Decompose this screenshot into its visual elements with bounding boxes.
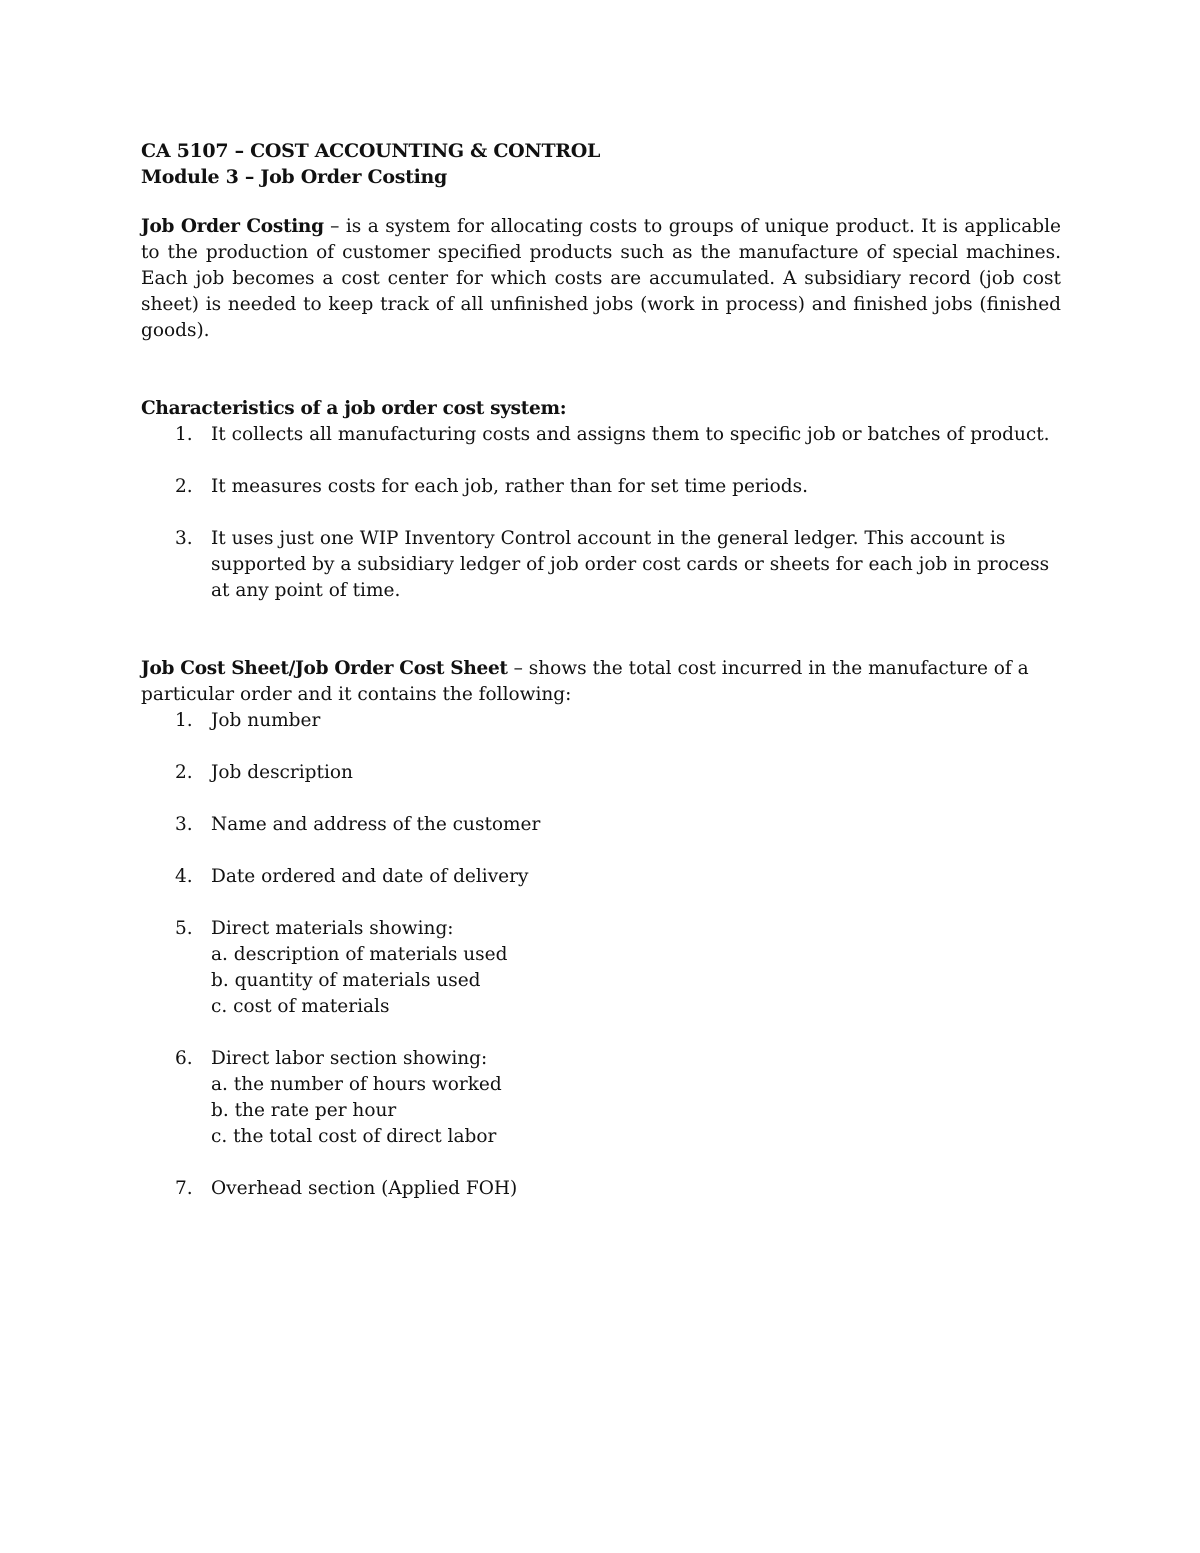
intro-text: – is a system for allocating costs to groups of unique product. It is applicable to the production of customer specified products such as the manufacture of special machines. Each job becomes a cost center for which costs are accumulated. A subsidiary record (job cost sheet) is needed to keep track of all unfinished jobs (work in process) and finished jobs (finished goods). — [141, 216, 1062, 341]
list-number: 2. — [175, 476, 193, 497]
list-item — [141, 812, 1061, 838]
list-item-text: Direct labor section showing: — [211, 1048, 488, 1069]
sub-item: c. the total cost of direct labor — [211, 1126, 497, 1147]
list-number: 5. — [175, 918, 193, 939]
list-item-text: It collects all manufacturing costs and assigns them to specific job or batches of product. — [211, 424, 1050, 445]
characteristics-list — [141, 422, 1061, 604]
list-item — [141, 474, 1061, 500]
list-item — [141, 916, 1061, 1020]
job-cost-sheet-term: Job Cost Sheet/Job Order Cost Sheet — [141, 658, 508, 679]
document-page — [141, 138, 1061, 1202]
list-item-text: Job description — [211, 762, 353, 783]
list-number: 3. — [175, 814, 193, 835]
list-number: 1. — [175, 424, 193, 445]
course-title: CA 5107 – COST ACCOUNTING & CONTROL — [141, 140, 601, 162]
list-number: 6. — [175, 1048, 193, 1069]
list-item — [141, 422, 1061, 448]
list-item-text: Overhead section (Applied FOH) — [211, 1178, 518, 1199]
intro-term: Job Order Costing — [141, 216, 324, 237]
list-item-text: Job number — [211, 710, 321, 731]
list-number: 4. — [175, 866, 193, 887]
sub-item: a. the number of hours worked — [211, 1074, 502, 1095]
module-title: Module 3 – Job Order Costing — [141, 166, 447, 188]
list-item — [141, 708, 1061, 734]
list-item — [141, 1176, 1061, 1202]
sub-item: c. cost of materials — [211, 996, 390, 1017]
intro-paragraph — [141, 214, 1061, 344]
list-item — [141, 1046, 1061, 1150]
list-number: 2. — [175, 762, 193, 783]
job-cost-sheet-paragraph — [141, 656, 1061, 708]
list-item-text: Name and address of the customer — [211, 814, 541, 835]
sub-item: b. quantity of materials used — [211, 970, 481, 991]
list-number: 7. — [175, 1178, 193, 1199]
list-number: 1. — [175, 710, 193, 731]
list-item — [141, 760, 1061, 786]
list-item-text: Date ordered and date of delivery — [211, 866, 529, 887]
characteristics-heading: Characteristics of a job order cost system: — [141, 398, 567, 419]
list-item — [141, 526, 1061, 604]
sub-item: a. description of materials used — [211, 944, 508, 965]
sub-item: b. the rate per hour — [211, 1100, 397, 1121]
list-number: 3. — [175, 528, 193, 549]
list-item-text: Direct materials showing: — [211, 918, 454, 939]
list-item — [141, 864, 1061, 890]
job-cost-sheet-list — [141, 708, 1061, 1202]
job-cost-sheet-text: – shows the total cost incurred in the manufacture of a particular order and it contains the following: — [141, 658, 1029, 705]
list-item-text: It uses just one WIP Inventory Control account in the general ledger. This account is supported by a subsidiary ledger of job order cost cards or sheets for each job in process at any point of time. — [211, 528, 1050, 601]
list-item-text: It measures costs for each job, rather than for set time periods. — [211, 476, 809, 497]
